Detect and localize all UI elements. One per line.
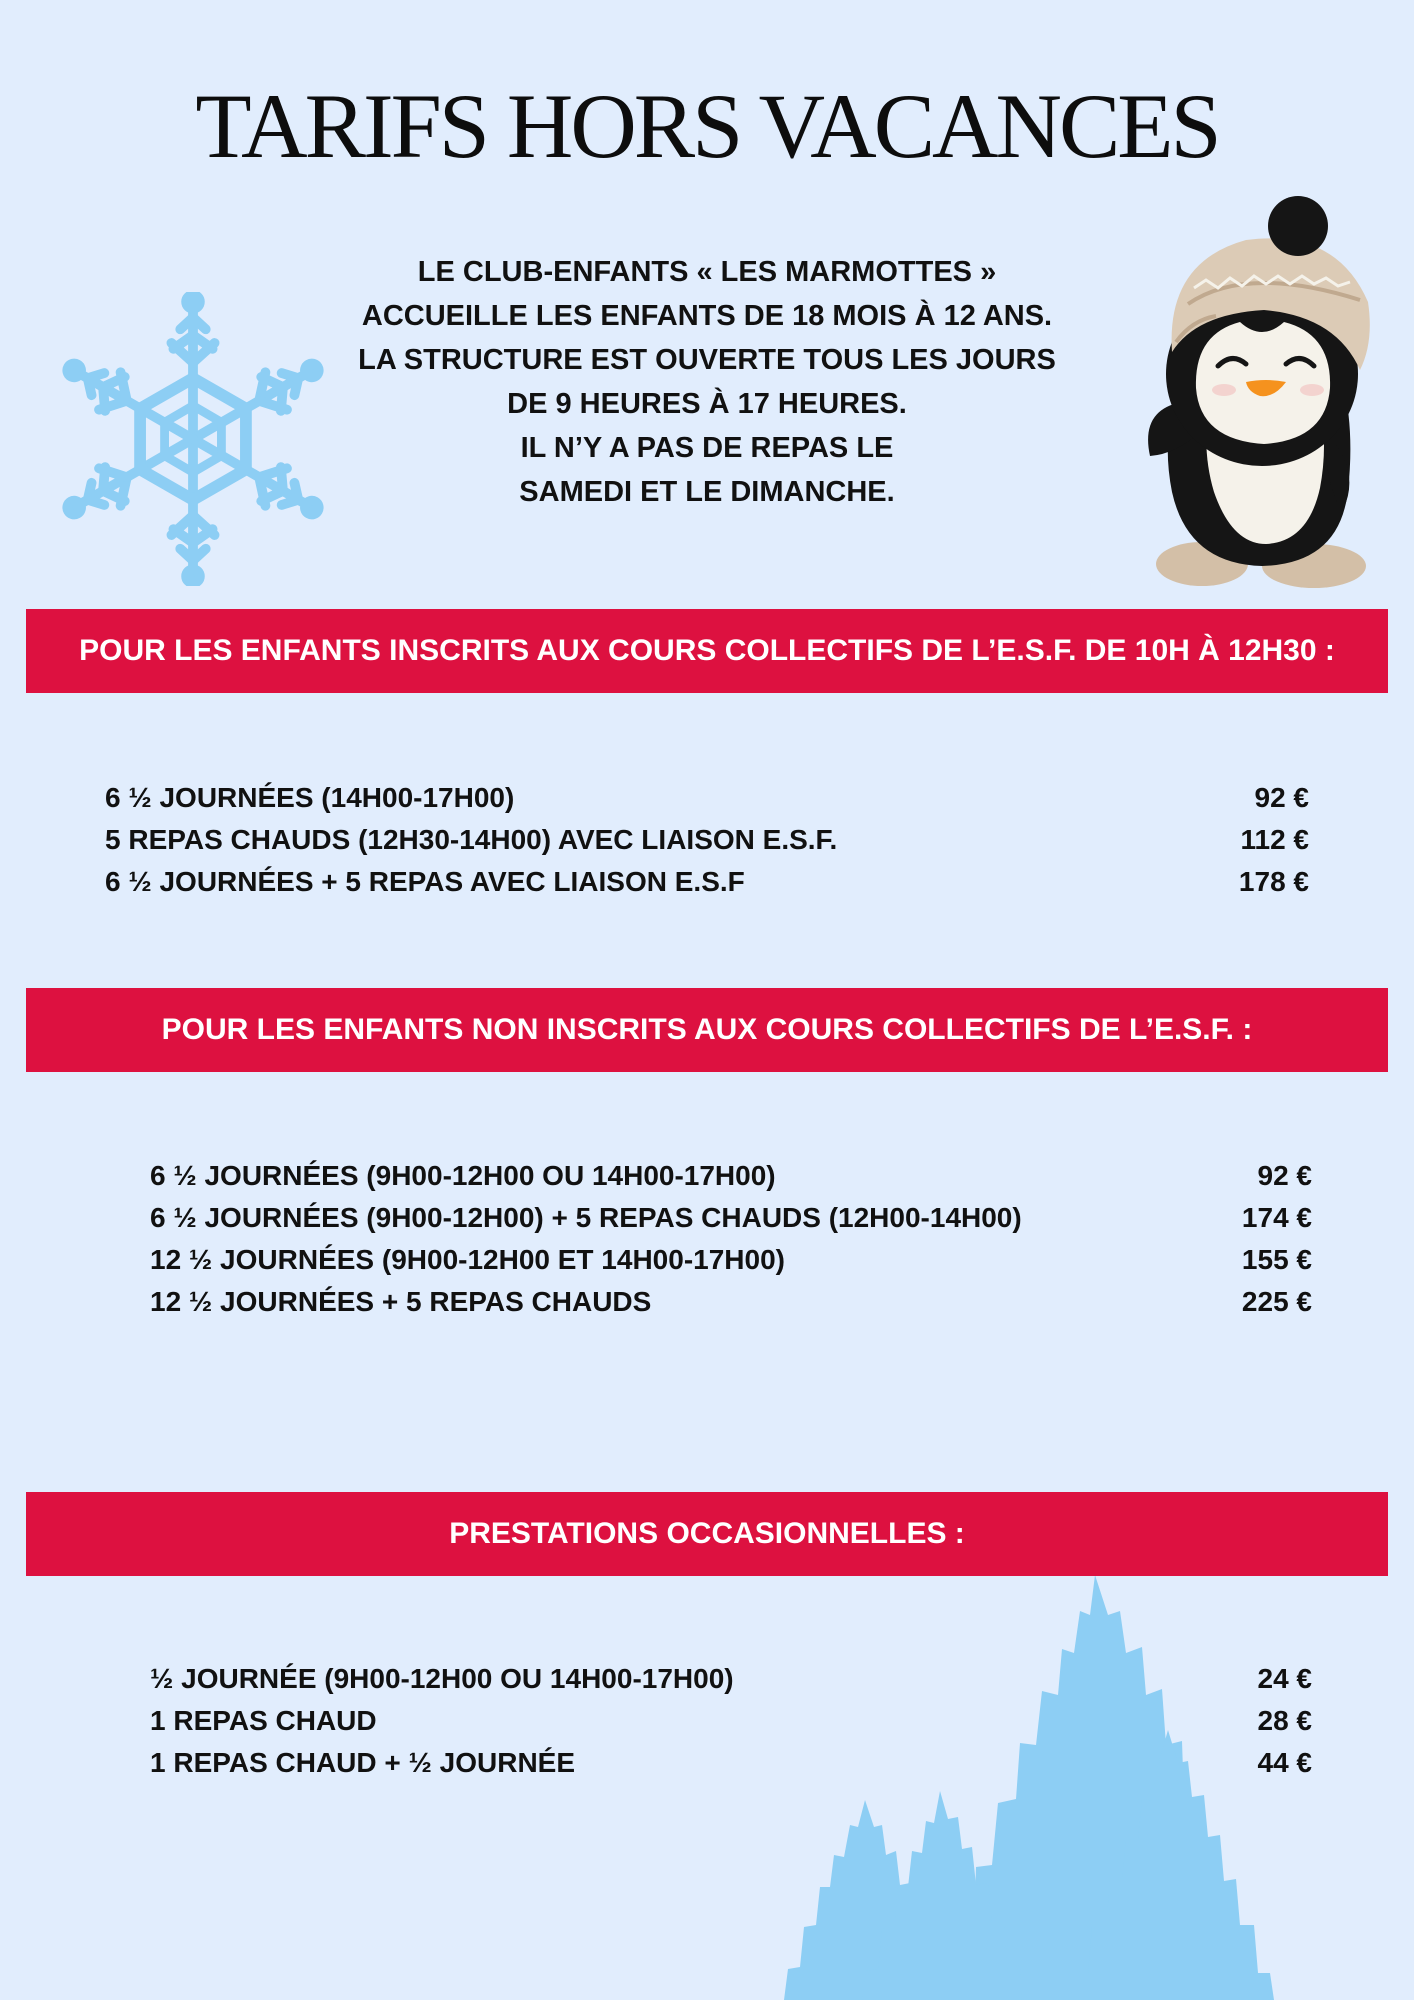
price-row	[150, 1155, 1312, 1197]
intro-line: LA STRUCTURE EST OUVERTE TOUS LES JOURS	[358, 344, 1056, 376]
price-label: 6 ½ JOURNÉES + 5 REPAS AVEC LIAISON E.S.F	[105, 866, 745, 897]
price-value: 44 €	[1257, 1747, 1312, 1778]
penguin-illustration	[1136, 192, 1376, 602]
price-label: 12 ½ JOURNÉES (9H00-12H00 ET 14H00-17H00)	[150, 1244, 785, 1275]
price-label: 1 REPAS CHAUD + ½ JOURNÉE	[150, 1747, 576, 1778]
price-row	[150, 1197, 1312, 1239]
snowflake-icon	[42, 292, 344, 586]
price-row	[105, 819, 1309, 861]
price-value: 112 €	[1240, 824, 1309, 855]
price-row	[150, 1658, 1312, 1700]
price-row	[150, 1742, 1312, 1784]
price-value: 28 €	[1257, 1705, 1312, 1736]
section-heading-not-enrolled: POUR LES ENFANTS NON INSCRITS AUX COURS COLLECTIFS DE L’E.S.F. :	[26, 988, 1388, 1072]
price-value: 155 €	[1241, 1244, 1312, 1275]
intro-line: SAMEDI ET LE DIMANCHE.	[519, 476, 895, 508]
price-label: 6 ½ JOURNÉES (9H00-12H00 OU 14H00-17H00)	[150, 1160, 776, 1191]
price-value: 174 €	[1241, 1202, 1312, 1233]
price-row	[150, 1239, 1312, 1281]
price-value: 178 €	[1238, 866, 1309, 897]
price-row	[150, 1700, 1312, 1742]
section-heading-occasional: PRESTATIONS OCCASIONNELLES :	[26, 1492, 1388, 1576]
price-label: 6 ½ JOURNÉES (9H00-12H00) + 5 REPAS CHAUDS (12H00-14H00)	[150, 1202, 1022, 1233]
price-label: 6 ½ JOURNÉES (14H00-17H00)	[105, 782, 515, 813]
price-value: 24 €	[1257, 1663, 1312, 1694]
price-value: 225 €	[1241, 1286, 1312, 1317]
section-heading-esf-enrolled: POUR LES ENFANTS INSCRITS AUX COURS COLLECTIFS DE L’E.S.F. DE 10H À 12H30 :	[26, 609, 1388, 693]
price-value: 92 €	[1254, 782, 1309, 813]
intro-line: LE CLUB-ENFANTS « LES MARMOTTES »	[417, 256, 997, 288]
intro-line: IL N’Y A PAS DE REPAS LE	[520, 432, 894, 464]
price-label: 5 REPAS CHAUDS (12H30-14H00) AVEC LIAISON E.S.F.	[105, 824, 838, 855]
price-label: 12 ½ JOURNÉES + 5 REPAS CHAUDS	[150, 1286, 652, 1317]
intro-text	[300, 250, 1114, 514]
price-value: 92 €	[1257, 1160, 1312, 1191]
page-title: TARIFS HORS VACANCES	[195, 75, 1219, 177]
intro-line: DE 9 HEURES À 17 HEURES.	[507, 388, 907, 420]
price-row	[150, 1281, 1312, 1323]
price-label: ½ JOURNÉE (9H00-12H00 OU 14H00-17H00)	[150, 1663, 734, 1694]
price-row	[105, 861, 1309, 903]
pine-trees-illustration	[770, 1575, 1290, 2000]
price-row	[105, 777, 1309, 819]
intro-line: ACCUEILLE LES ENFANTS DE 18 MOIS À 12 ANS.	[361, 300, 1053, 332]
price-label: 1 REPAS CHAUD	[150, 1705, 377, 1736]
